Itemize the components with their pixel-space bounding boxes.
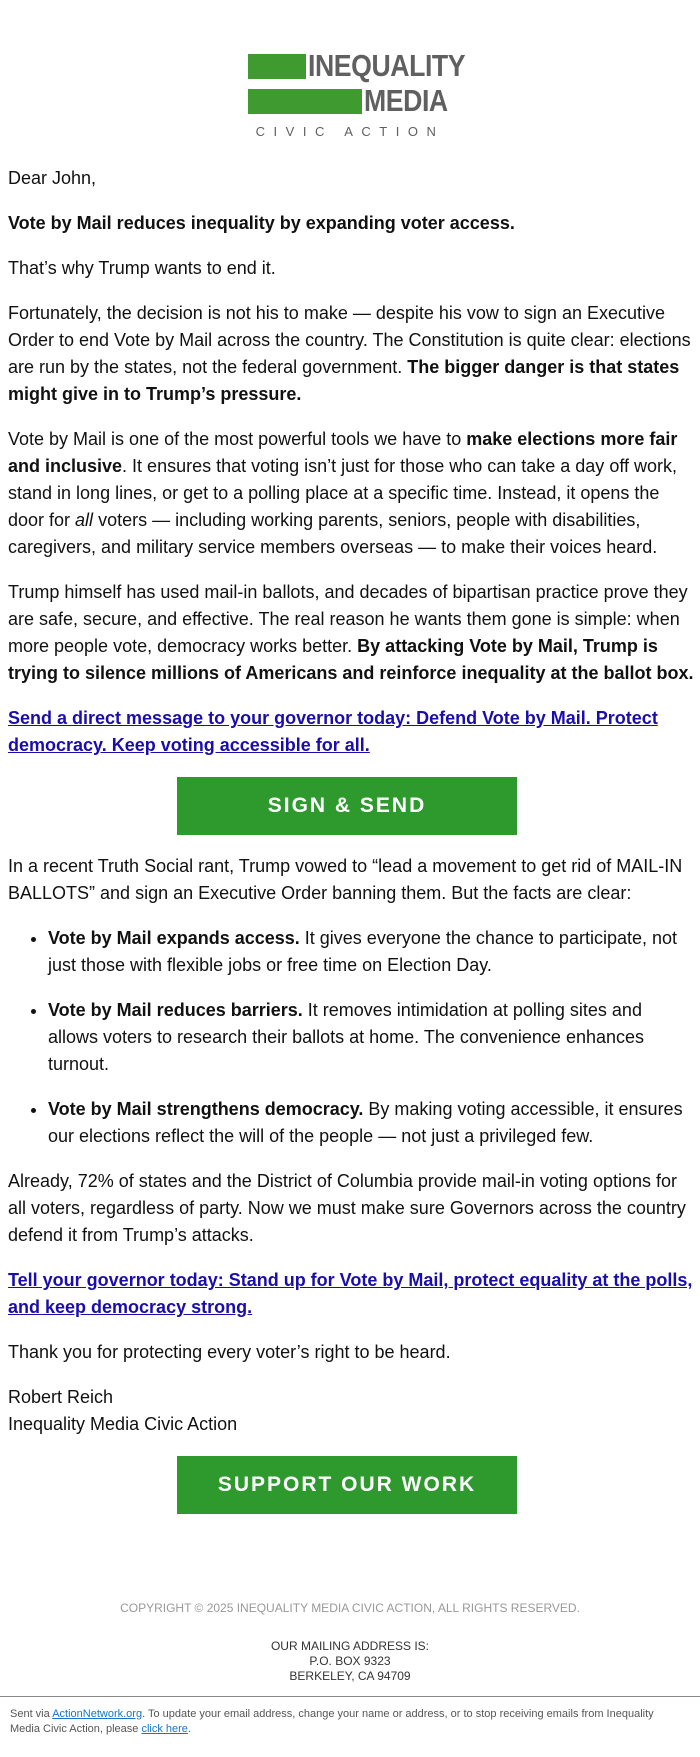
paragraph-already: Already, 72% of states and the District of Columbia provide mail-in voting options for all voters, regardless of party. Now we must make sure Governors across the country defend it from Trump’s attacks.: [8, 1171, 686, 1245]
mailing-address-line2: BERKELEY, CA 94709: [289, 1669, 411, 1683]
headline: [8, 210, 694, 237]
governor-message-link[interactable]: Send a direct message to your governor today: Defend Vote by Mail. Protect democracy. Keep voting accessible for all.: [8, 708, 658, 755]
signature-name: Robert Reich: [8, 1387, 114, 1407]
bullet-bold: Vote by Mail reduces barriers.: [48, 1000, 303, 1020]
copyright-text: COPYRIGHT © 2025 INEQUALITY MEDIA CIVIC ACTION, ALL RIGHTS RESERVED.: [120, 1601, 580, 1615]
headline-text: Vote by Mail reduces inequality by expanding voter access.: [8, 213, 515, 233]
paragraph-thanks: Thank you for protecting every voter’s right to be heard.: [8, 1342, 451, 1362]
inequality-media-logo[interactable]: [248, 48, 466, 142]
facts-list: [8, 925, 694, 1150]
mailing-address-line1: P.O. BOX 9323: [309, 1654, 391, 1668]
bullet-text: By making voting accessible, it ensures our elections reflect the will of the people — not just a privileged few.: [48, 1099, 683, 1146]
paragraph-fortunately-text: Fortunately, the decision is not his to make — despite his vow to sign an Executive Order to end Vote by Mail across the country. The Constitution is quite clear: elections are run by the states, not the federal government.: [8, 303, 691, 377]
paragraph-link2: [8, 1267, 694, 1321]
signature: [8, 1384, 694, 1438]
sign-send-wrap: [8, 777, 694, 835]
paragraph-himself-text: Trump himself has used mail-in ballots, and decades of bipartisan practice prove they are safe, secure, and effective. The real reason he wants them gone is simple: when more people vote, democracy works better.: [8, 582, 688, 656]
paragraph-link1: [8, 705, 694, 759]
paragraph-himself: [8, 579, 694, 687]
logo-bar-bottom: [248, 89, 362, 114]
logo-word-civic-action: CIVIC ACTION: [255, 124, 445, 139]
mailing-address-label: OUR MAILING ADDRESS IS:: [270, 1639, 430, 1653]
paragraph-tools-text3: voters — including working parents, seniors, people with disabilities, caregivers, and military service members overseas — to make their voices heard.: [8, 510, 658, 557]
list-item: [48, 997, 694, 1078]
footer-divider: [0, 1696, 700, 1697]
list-item: [48, 925, 694, 979]
bullet-text: It gives everyone the chance to participate, not just those with flexible jobs or free time on Election Day.: [48, 928, 678, 975]
bullet-bold: Vote by Mail strengthens democracy.: [48, 1099, 364, 1119]
bullet-text: It removes intimidation at polling sites and allows voters to research their ballots at home. The convenience enhances turnout.: [48, 1000, 645, 1074]
paragraph-tools-italic: all: [75, 510, 94, 530]
click-here-link[interactable]: click here: [141, 1723, 188, 1735]
tell-governor-link[interactable]: Tell your governor today: Stand up for Vote by Mail, protect equality at the polls, and keep democracy strong.: [8, 1270, 693, 1317]
paragraph-tools-text2: . It ensures that voting isn’t just for those who can take a day off work, stand in long lines, or get to a polling place at a specific time. Instead, it opens the door for: [8, 456, 678, 530]
list-item: [48, 1096, 694, 1150]
paragraph-trump-end: That’s why Trump wants to end it.: [8, 258, 276, 278]
paragraph-himself-bold: By attacking Vote by Mail, Trump is trying to silence millions of Americans and reinforce inequality at the ballot box.: [8, 636, 694, 683]
bullet-bold: Vote by Mail expands access.: [48, 928, 300, 948]
logo-bar-top: [248, 54, 306, 79]
email-body: [8, 165, 694, 1532]
sign-and-send-button[interactable]: SIGN & SEND: [177, 777, 517, 835]
sent-via-label: Sent via: [10, 1708, 53, 1720]
paragraph-fortunately-bold: The bigger danger is that states might give in to Trump’s pressure.: [8, 357, 680, 404]
paragraph-truth-social: In a recent Truth Social rant, Trump vowed to “lead a movement to get rid of MAIL-IN BALLOTS” and sign an Executive Order banning them. But the facts are clear:: [8, 856, 683, 903]
mailing-address: [0, 1639, 700, 1684]
sent-via-text: . To update your email address, change your name or address, or to stop receiving emails from Inequality Media Civic Action, please: [10, 1708, 654, 1735]
unsubscribe-notice: [10, 1707, 670, 1737]
support-wrap: [8, 1456, 694, 1514]
signature-org: Inequality Media Civic Action: [8, 1414, 238, 1434]
paragraph-fortunately: [8, 300, 694, 408]
sent-via-end: .: [187, 1723, 191, 1735]
paragraph-tools-text1: Vote by Mail is one of the most powerful tools we have to: [8, 429, 467, 449]
paragraph-tools-bold: make elections more fair and inclusive: [8, 429, 678, 476]
action-network-link[interactable]: ActionNetwork.org: [52, 1708, 143, 1720]
greeting: Dear John,: [8, 168, 97, 188]
support-our-work-button[interactable]: SUPPORT OUR WORK: [177, 1456, 517, 1514]
logo-word-inequality: INEQUALITY: [308, 48, 466, 83]
footer: [0, 1601, 700, 1684]
logo-word-media: MEDIA: [364, 83, 448, 118]
paragraph-tools: [8, 426, 694, 561]
